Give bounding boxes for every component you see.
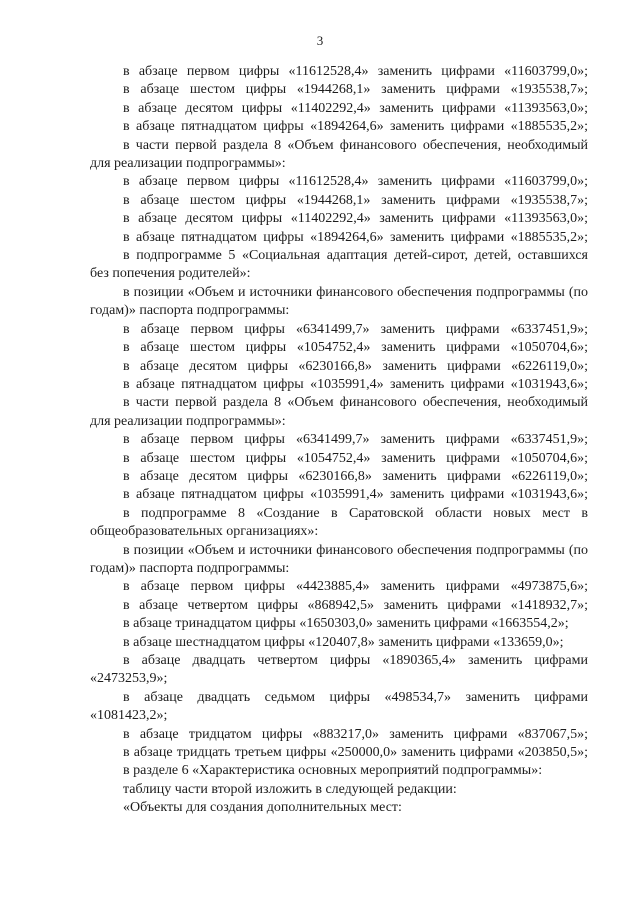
paragraph: в абзаце шестом цифры «1054752,4» заменить цифрами «1050704,6»; [123,340,588,356]
document-body [90,63,588,818]
paragraph: в позиции «Объем и источники финансового обеспечения подпрограммы (по годам)» паспорта подпрограммы: [90,284,588,319]
paragraph: в подпрограмме 8 «Создание в Саратовской области новых мест в общеобразовательных организациях»: [90,505,588,540]
paragraph: таблицу части второй изложить в следующей редакции: [123,781,457,797]
paragraph: в части первой раздела 8 «Объем финансового обеспечения, необходимый для реализации подпрограммы»: [90,137,588,172]
paragraph: в абзаце первом цифры «6341499,7» заменить цифрами «6337451,9»; [123,432,588,448]
paragraph: в абзаце двадцать четвертом цифры «1890365,4» заменить цифрами «2473253,9»; [90,653,588,687]
paragraph: в позиции «Объем и источники финансового обеспечения подпрограммы (по годам)» паспорта подпрограммы: [90,542,588,576]
paragraph: в абзаце первом цифры «4423885,4» заменить цифрами «4973875,6»; [123,579,588,595]
paragraph: в абзаце десятом цифры «6230166,8» заменить цифрами «6226119,0»; [123,468,588,484]
paragraph: в абзаце шестнадцатом цифры «120407,8» заменить цифрами «133659,0»; [123,634,564,650]
paragraph: в абзаце пятнадцатом цифры «1035991,4» заменить цифрами «1031943,6»; [123,487,588,503]
paragraph: в абзаце пятнадцатом цифры «1894264,6» заменить цифрами «1885535,2»; [123,229,588,245]
page-number: 3 [316,33,324,48]
paragraph: в абзаце пятнадцатом цифры «1894264,6» заменить цифрами «1885535,2»; [123,119,588,135]
paragraph: в абзаце тридцатом цифры «883217,0» заменить цифрами «837067,5»; [123,726,588,742]
paragraph: в абзаце двадцать седьмом цифры «498534,7» заменить цифрами «1081423,2»; [90,689,588,724]
paragraph: в абзаце пятнадцатом цифры «1035991,4» заменить цифрами «1031943,6»; [123,376,588,392]
paragraph: в абзаце десятом цифры «11402292,4» заменить цифрами «11393563,0»; [123,100,588,116]
paragraph: в абзаце тринадцатом цифры «1650303,0» заменить цифрами «1663554,2»; [123,616,569,632]
paragraph: в части первой раздела 8 «Объем финансового обеспечения, необходимый для реализации подпрограммы»: [90,395,588,429]
paragraph: в абзаце первом цифры «11612528,4» заменить цифрами «11603799,0»; [123,64,588,79]
paragraph: в абзаце шестом цифры «1944268,1» заменить цифрами «1935538,7»; [123,82,588,98]
paragraph: в абзаце десятом цифры «6230166,8» заменить цифрами «6226119,0»; [123,358,588,374]
paragraph: в абзаце первом цифры «11612528,4» заменить цифрами «11603799,0»; [123,174,588,190]
paragraph: в абзаце шестом цифры «1054752,4» заменить цифрами «1050704,6»; [123,450,588,466]
paragraph: в абзаце четвертом цифры «868942,5» заменить цифрами «1418932,7»; [123,597,588,613]
paragraph: «Объекты для создания дополнительных мест: [123,800,402,816]
paragraph: в подпрограмме 5 «Социальная адаптация детей-сирот, детей, оставшихся без попечения родителей»: [90,248,588,282]
paragraph: в разделе 6 «Характеристика основных мероприятий подпрограммы»: [123,763,543,779]
paragraph: в абзаце первом цифры «6341499,7» заменить цифрами «6337451,9»; [123,321,588,337]
paragraph: в абзаце тридцать третьем цифры «250000,0» заменить цифрами «203850,5»; [123,745,588,761]
paragraph: в абзаце шестом цифры «1944268,1» заменить цифрами «1935538,7»; [123,192,588,208]
paragraph: в абзаце десятом цифры «11402292,4» заменить цифрами «11393563,0»; [123,211,588,227]
